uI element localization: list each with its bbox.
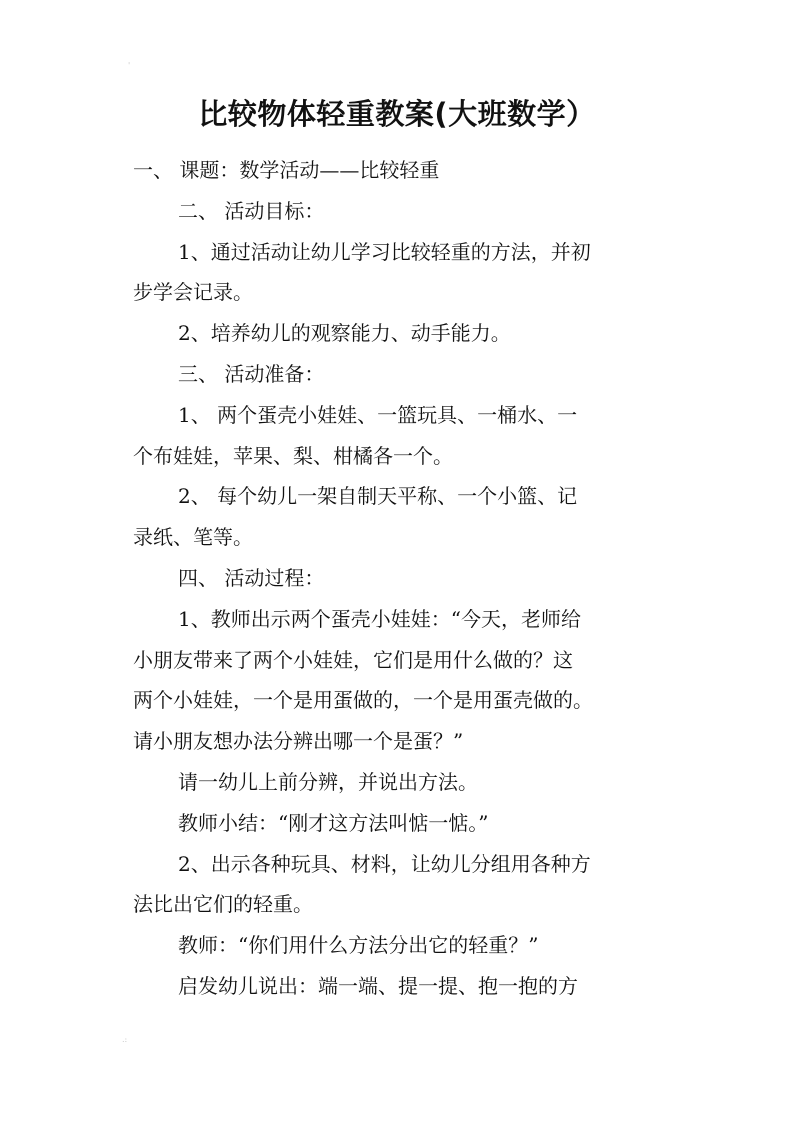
- text-line: 2、 每个幼儿一架自制天平称、一个小篮、记: [178, 484, 578, 509]
- text-line: 教师小结：“刚才这方法叫惦一惦。”: [178, 810, 489, 835]
- text-line: 启发幼儿说出：端一端、提一提、抱一抱的方: [178, 973, 578, 998]
- text-line: 小朋友带来了两个小娃娃，它们是用什么做的？这: [133, 647, 573, 672]
- text-line: 请一幼儿上前分辨，并说出方法。: [178, 769, 478, 794]
- document-body: [133, 150, 678, 1007]
- text-line: 1、教师出示两个蛋壳小娃娃：“今天，老师给: [178, 606, 581, 631]
- text-line: 录纸、笔等。: [133, 525, 253, 550]
- text-line: 请小朋友想办法分辨出哪一个是蛋？”: [133, 729, 464, 754]
- text-line: 二、 活动目标：: [178, 198, 325, 223]
- text-line: 两个小娃娃，一个是用蛋做的，一个是用蛋壳做的。: [133, 688, 593, 713]
- text-line: 法比出它们的轻重。: [133, 892, 313, 917]
- text-line: 四、 活动过程：: [178, 565, 325, 590]
- text-line: 步学会记录。: [133, 280, 253, 305]
- text-line: 2、出示各种玩具、材料，让幼儿分组用各种方: [178, 851, 591, 876]
- text-line: 1、 两个蛋壳小娃娃、一篮玩具、一桶水、一: [178, 402, 578, 427]
- text-line: 三、 活动准备：: [178, 361, 325, 386]
- text-line: 一、 课题：数学活动——比较轻重: [133, 158, 440, 182]
- text-line: 2、培养幼儿的观察能力、动手能力。: [178, 321, 511, 346]
- scan-speck: .:: [122, 1035, 128, 1044]
- text-line: 1、通过活动让幼儿学习比较轻重的方法，并初: [178, 239, 591, 264]
- text-line: 个布娃娃，苹果、梨、柑橘各一个。: [133, 443, 453, 468]
- document-title: 比较物体轻重教案(大班数学）: [198, 97, 596, 131]
- scan-speck: ': [128, 61, 131, 70]
- text-line: 教师：“你们用什么方法分出它的轻重？”: [178, 933, 539, 958]
